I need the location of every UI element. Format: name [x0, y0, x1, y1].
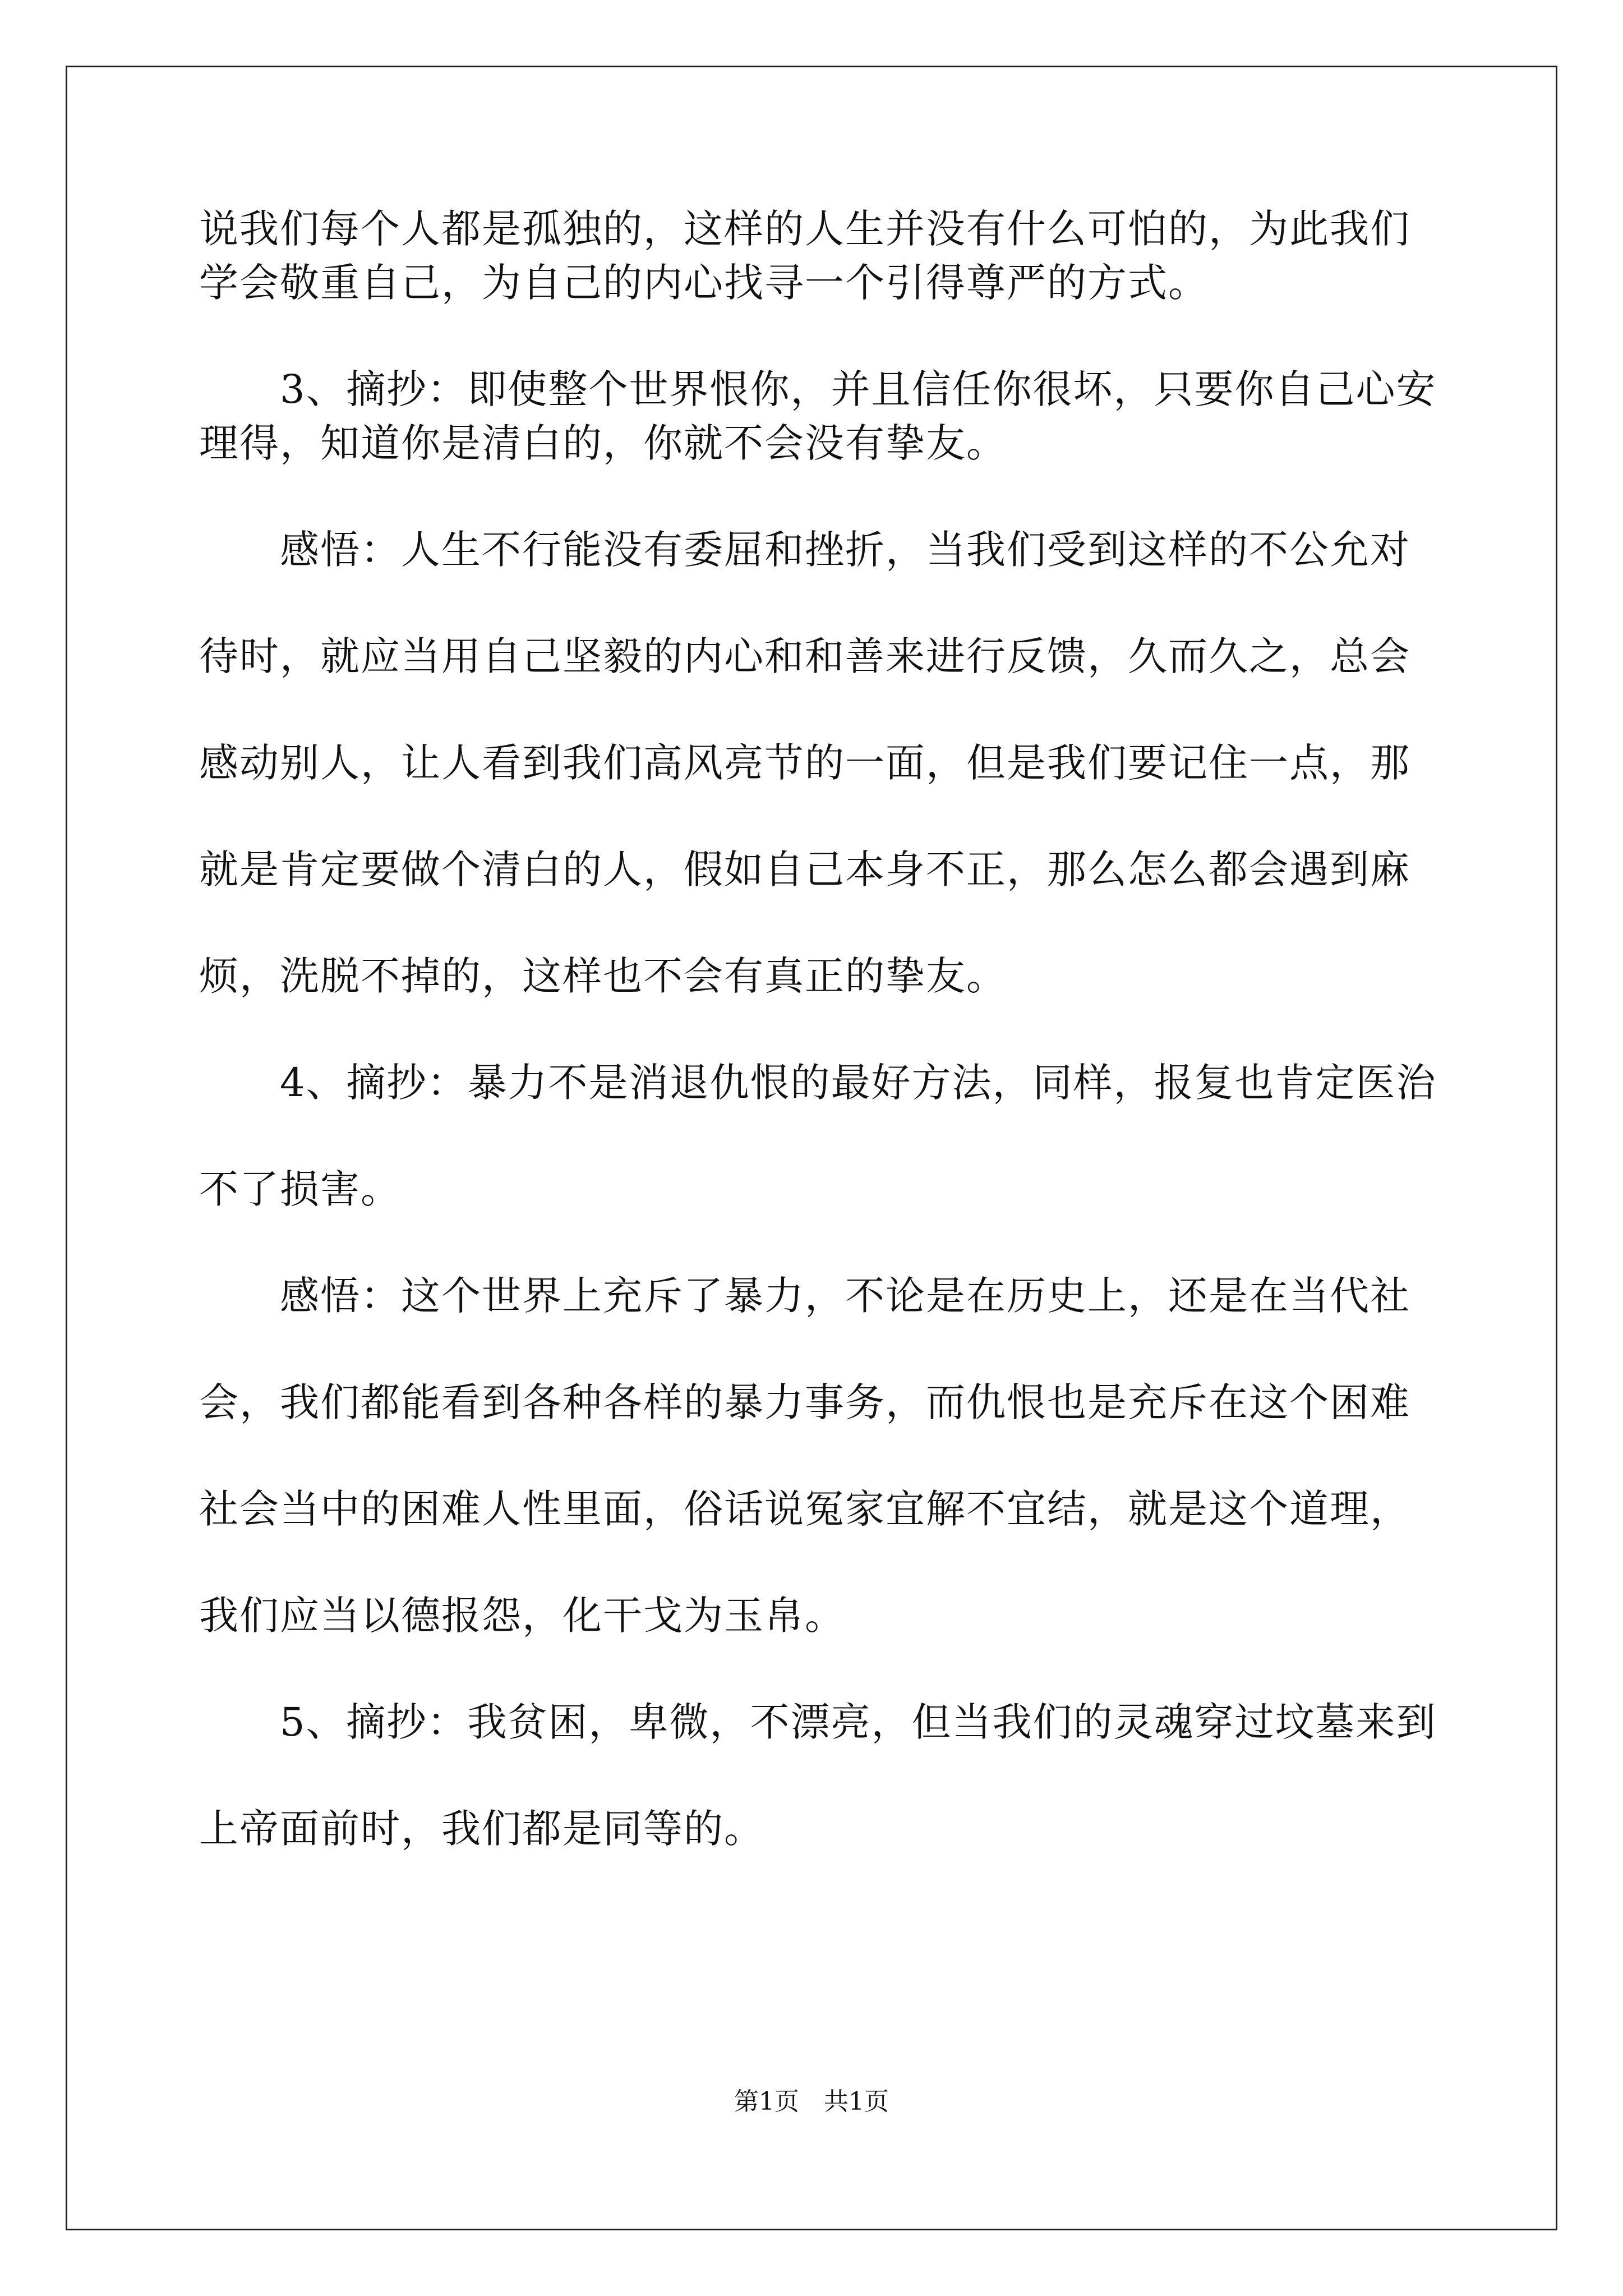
text-line: 感动别人，让人看到我们高风亮节的一面，但是我们要记住一点，那 — [199, 740, 1410, 786]
text-line: 说我们每个人都是孤独的，这样的人生并没有什么可怕的，为此我们 — [199, 206, 1410, 252]
text-line: 感悟：这个世界上充斥了暴力，不论是在历史上，还是在当代社 — [199, 1273, 1410, 1319]
text-line: 感悟：人生不行能没有委屈和挫折，当我们受到这样的不公允对 — [199, 527, 1410, 573]
text-line: 3、摘抄：即使整个世界恨你，并且信任你很坏，只要你自己心安 — [199, 366, 1437, 412]
page-footer: 第1页 共1页 — [734, 2087, 889, 2116]
text-line: 4、摘抄：暴力不是消退仇恨的最好方法，同样，报复也肯定医治 — [199, 1060, 1437, 1106]
text-line: 学会敬重自己，为自己的内心找寻一个引得尊严的方式。 — [199, 260, 1209, 306]
text-line: 待时，就应当用自己坚毅的内心和和善来进行反馈，久而久之，总会 — [199, 633, 1410, 679]
text-line: 社会当中的困难人性里面，俗话说冤家宜解不宜结，就是这个道理， — [199, 1486, 1410, 1532]
document-body — [199, 202, 1450, 1856]
text-line: 理得，知道你是清白的，你就不会没有挚友。 — [199, 420, 1007, 466]
text-line: 会，我们都能看到各种各样的暴力事务，而仇恨也是充斥在这个困难 — [199, 1379, 1410, 1425]
text-line: 就是肯定要做个清白的人，假如自己本身不正，那么怎么都会遇到麻 — [199, 846, 1410, 892]
text-line: 5、摘抄：我贫困，卑微，不漂亮，但当我们的灵魂穿过坟墓来到 — [199, 1699, 1437, 1745]
text-line: 烦，洗脱不掉的，这样也不会有真正的挚友。 — [199, 953, 1007, 999]
text-line: 我们应当以德报怨，化干戈为玉帛。 — [199, 1593, 845, 1639]
text-line: 不了损害。 — [199, 1166, 401, 1212]
text-line: 上帝面前时，我们都是同等的。 — [199, 1806, 764, 1852]
